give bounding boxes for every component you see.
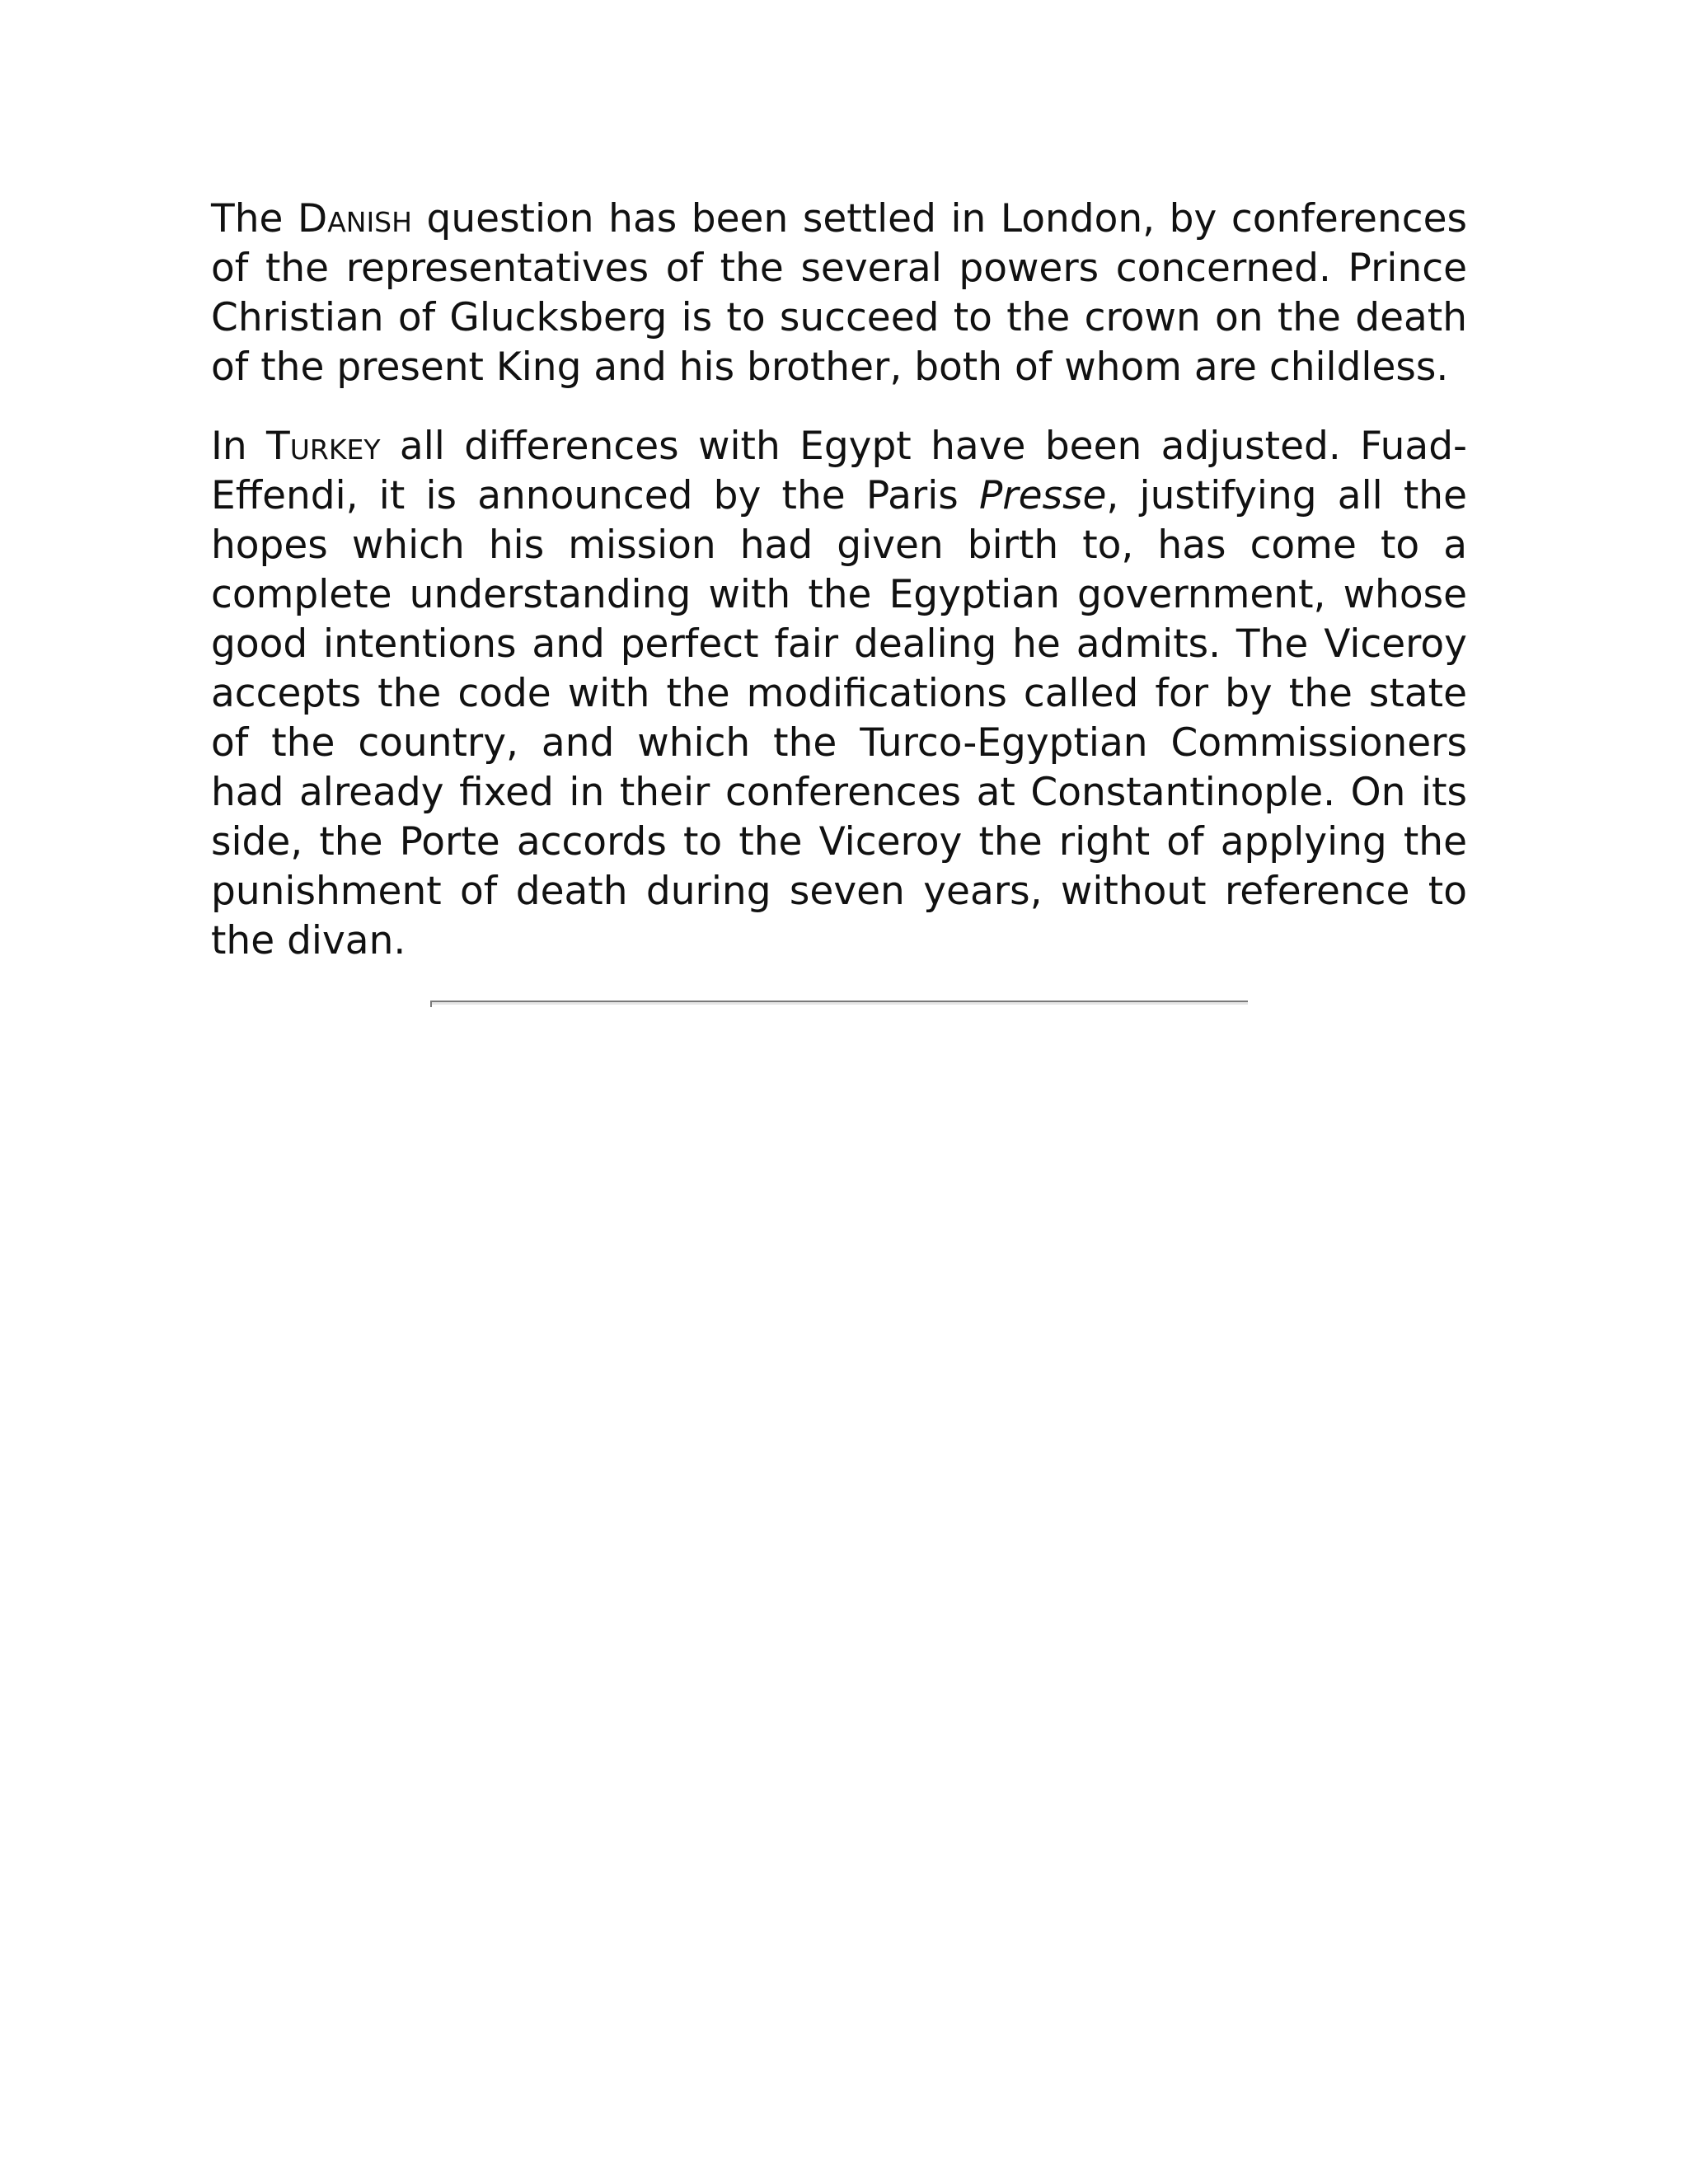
country-heading-danish: Danish <box>298 196 412 241</box>
paragraph-lead: The <box>211 196 298 241</box>
paragraph-turkey <box>211 422 1467 966</box>
country-heading-turkey: Turkey <box>266 424 381 469</box>
paragraph-text: all differences with Egypt have been adjusted. Fuad-Effendi, it is announced by the Paris <box>211 424 1467 518</box>
paragraph-text: question has been settled in London, by conferences of the representatives of the several powers concerned. Prince Christian of Glucksberg is to succeed to the crown on the death of the present King and his brother, both of whom are childless. <box>211 196 1467 390</box>
paragraph-lead: In <box>211 424 267 469</box>
paragraph-text-continued: , justifying all the hopes which his mission had given birth to, has come to a complete understanding with the Egyptian government, whose good intentions and perfect fair dealing he admits. The Viceroy accepts the code with the modifications called for by the state of the country, and which the Turco-Egyptian Commissioners had already fixed in their conferences at Constantinople. On its side, the Porte accords to the Viceroy the right of applying the punishment of death during seven years, without reference to the divan. <box>211 473 1468 963</box>
section-divider <box>430 1001 1248 1005</box>
section-divider-cap <box>430 1001 432 1007</box>
paragraph-danish <box>211 194 1467 392</box>
newspaper-title: Presse <box>978 473 1107 518</box>
article-body <box>211 194 1467 996</box>
